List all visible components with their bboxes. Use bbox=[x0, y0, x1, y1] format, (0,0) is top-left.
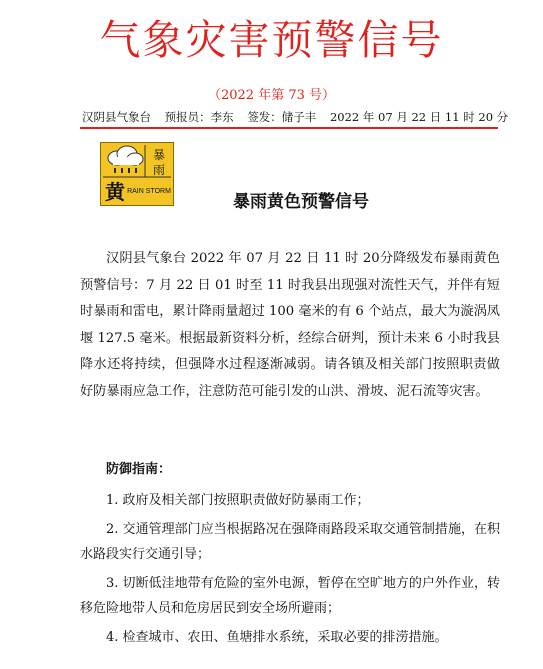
issue-datetime: 2022 年 07 月 22 日 11 时 20 分 bbox=[329, 110, 509, 124]
forecaster: 预报员：李东 bbox=[164, 110, 234, 124]
approver: 签发：储子丰 bbox=[247, 110, 317, 124]
issuer: 汉阴县气象台 bbox=[82, 110, 151, 124]
guide-item: 2. 交通管理部门应当根据路况在强降雨路段采取交通管制措施，在积水路段实行交通引导； bbox=[80, 522, 500, 562]
guide-list bbox=[80, 488, 500, 654]
issue-number: （2022 年第 73 号） bbox=[207, 88, 336, 103]
document-title: 气象灾害预警信号 bbox=[99, 16, 444, 64]
guide-item: 3. 切断低洼地带有危险的室外电源，暂停在空旷地方的户外作业，转移危险地带人员和危房居民到安全场所避雨； bbox=[80, 576, 500, 616]
guide-item: 1. 政府及相关部门按照职责做好防暴雨工作； bbox=[106, 493, 370, 508]
rainstorm-yellow-signal-icon bbox=[100, 142, 174, 206]
signal-char-mid: 雨 bbox=[152, 163, 166, 177]
guide-heading: 防御指南： bbox=[106, 462, 172, 477]
signal-title: 暴雨黄色预警信号 bbox=[233, 192, 369, 212]
signal-en-label: RAIN STORM bbox=[127, 188, 171, 195]
cloud-icon bbox=[108, 146, 143, 165]
warning-body: 汉阴县气象台 2022 年 07 月 22 日 11 时 20分降级发布暴雨黄色预警信号：7 月 22 日 01 时至 11 时我县出现强对流性天气，并伴有短时暴雨和雷电，累计降雨量超过 100 毫米的有 6 个站点，最大为漩涡凤堰 127.5 毫米。根据最新资料分析，经综合研判，预计未来 6 小时我县降水还将持续，但强降水过程逐渐减弱。请各镇及相关部门按照职责做好防暴雨应急工作，注意防范可能引发的山洪、滑坡、泥石流等灾害。 bbox=[80, 251, 500, 399]
meta-line bbox=[82, 109, 509, 125]
signal-char-top: 暴 bbox=[152, 148, 166, 162]
rain-drops-icon bbox=[114, 168, 137, 173]
guide-item: 4. 检查城市、农田、鱼塘排水系统，采取必要的排涝措施。 bbox=[106, 630, 448, 645]
header-divider bbox=[80, 127, 498, 129]
signal-level-char: 黄 bbox=[105, 180, 125, 204]
